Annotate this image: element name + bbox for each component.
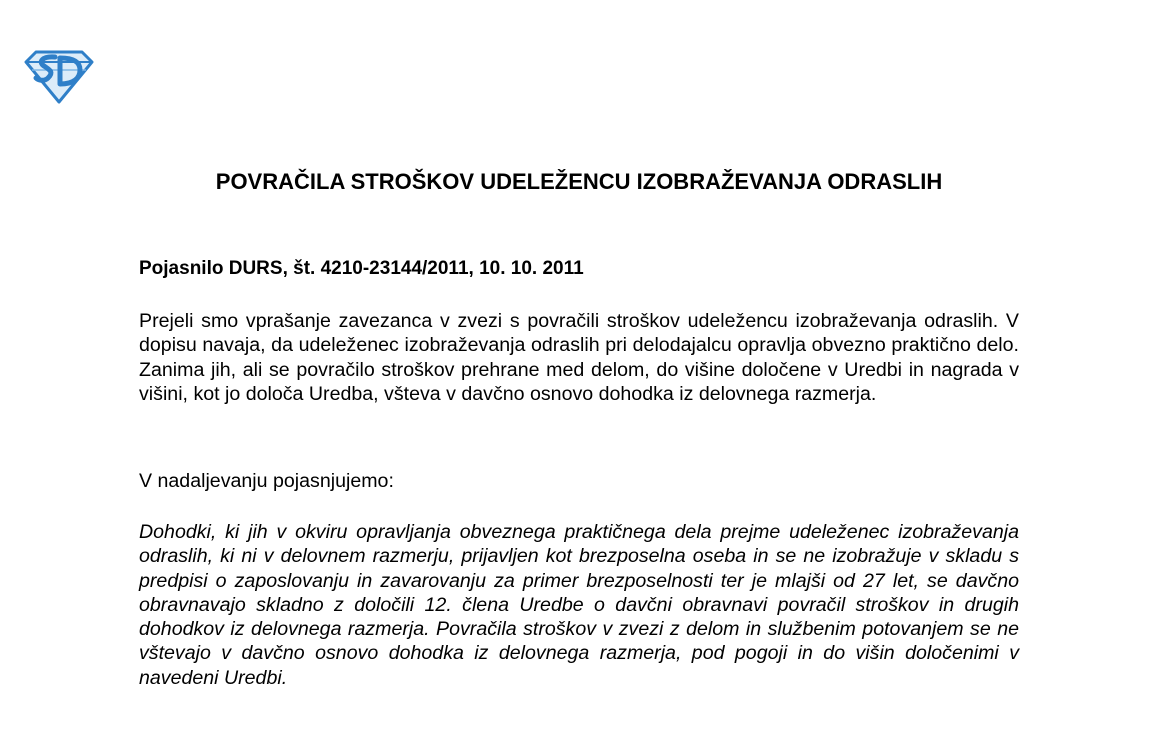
document-title: POVRAČILA STROŠKOV UDELEŽENCU IZOBRAŽEVANJA ODRASLIH: [215, 169, 943, 194]
paragraph-intro: V nadaljevanju pojasnjujemo:: [139, 470, 394, 492]
document-subtitle: Pojasnilo DURS, št. 4210-23144/2011, 10. 10. 2011: [139, 258, 584, 279]
paragraph-answer: Dohodki, ki jih v okviru opravljanja obveznega praktičnega dela prejme udeleženec izobraževanja odraslih, ki ni v delovnem razmerju, prijavljen kot brezposelna oseba in se ne izobražuje v skladu s predpisi o zaposlovanju in zavarovanju za primer brezposelnosti ter je mlajši od 27 let, se davčno obravnavajo skladno z določili 12. člena Uredbe o davčni obravnavi povračil stroškov in drugih dohodkov iz delovnega razmerja. Povračila stroškov v zvezi z delom in službenim potovanjem se ne vštevajo v davčno osnovo dohodka iz delovnega razmerja, pod pogoji in do višin določenimi v navedeni Uredbi.: [139, 521, 1019, 689]
paragraph-question: Prejeli smo vprašanje zavezanca v zvezi s povračili stroškov udeležencu izobraževanja odraslih. V dopisu navaja, da udeleženec izobraževanja odraslih pri delodajalcu opravlja obvezno praktično delo. Zanima jih, ali se povračilo stroškov prehrane med delom, do višine določene v Uredbi in nagrada v višini, kot jo določa Uredba, všteva v davčno osnovo dohodka iz delovnega razmerja.: [139, 310, 1019, 405]
sd-logo: [22, 48, 96, 104]
